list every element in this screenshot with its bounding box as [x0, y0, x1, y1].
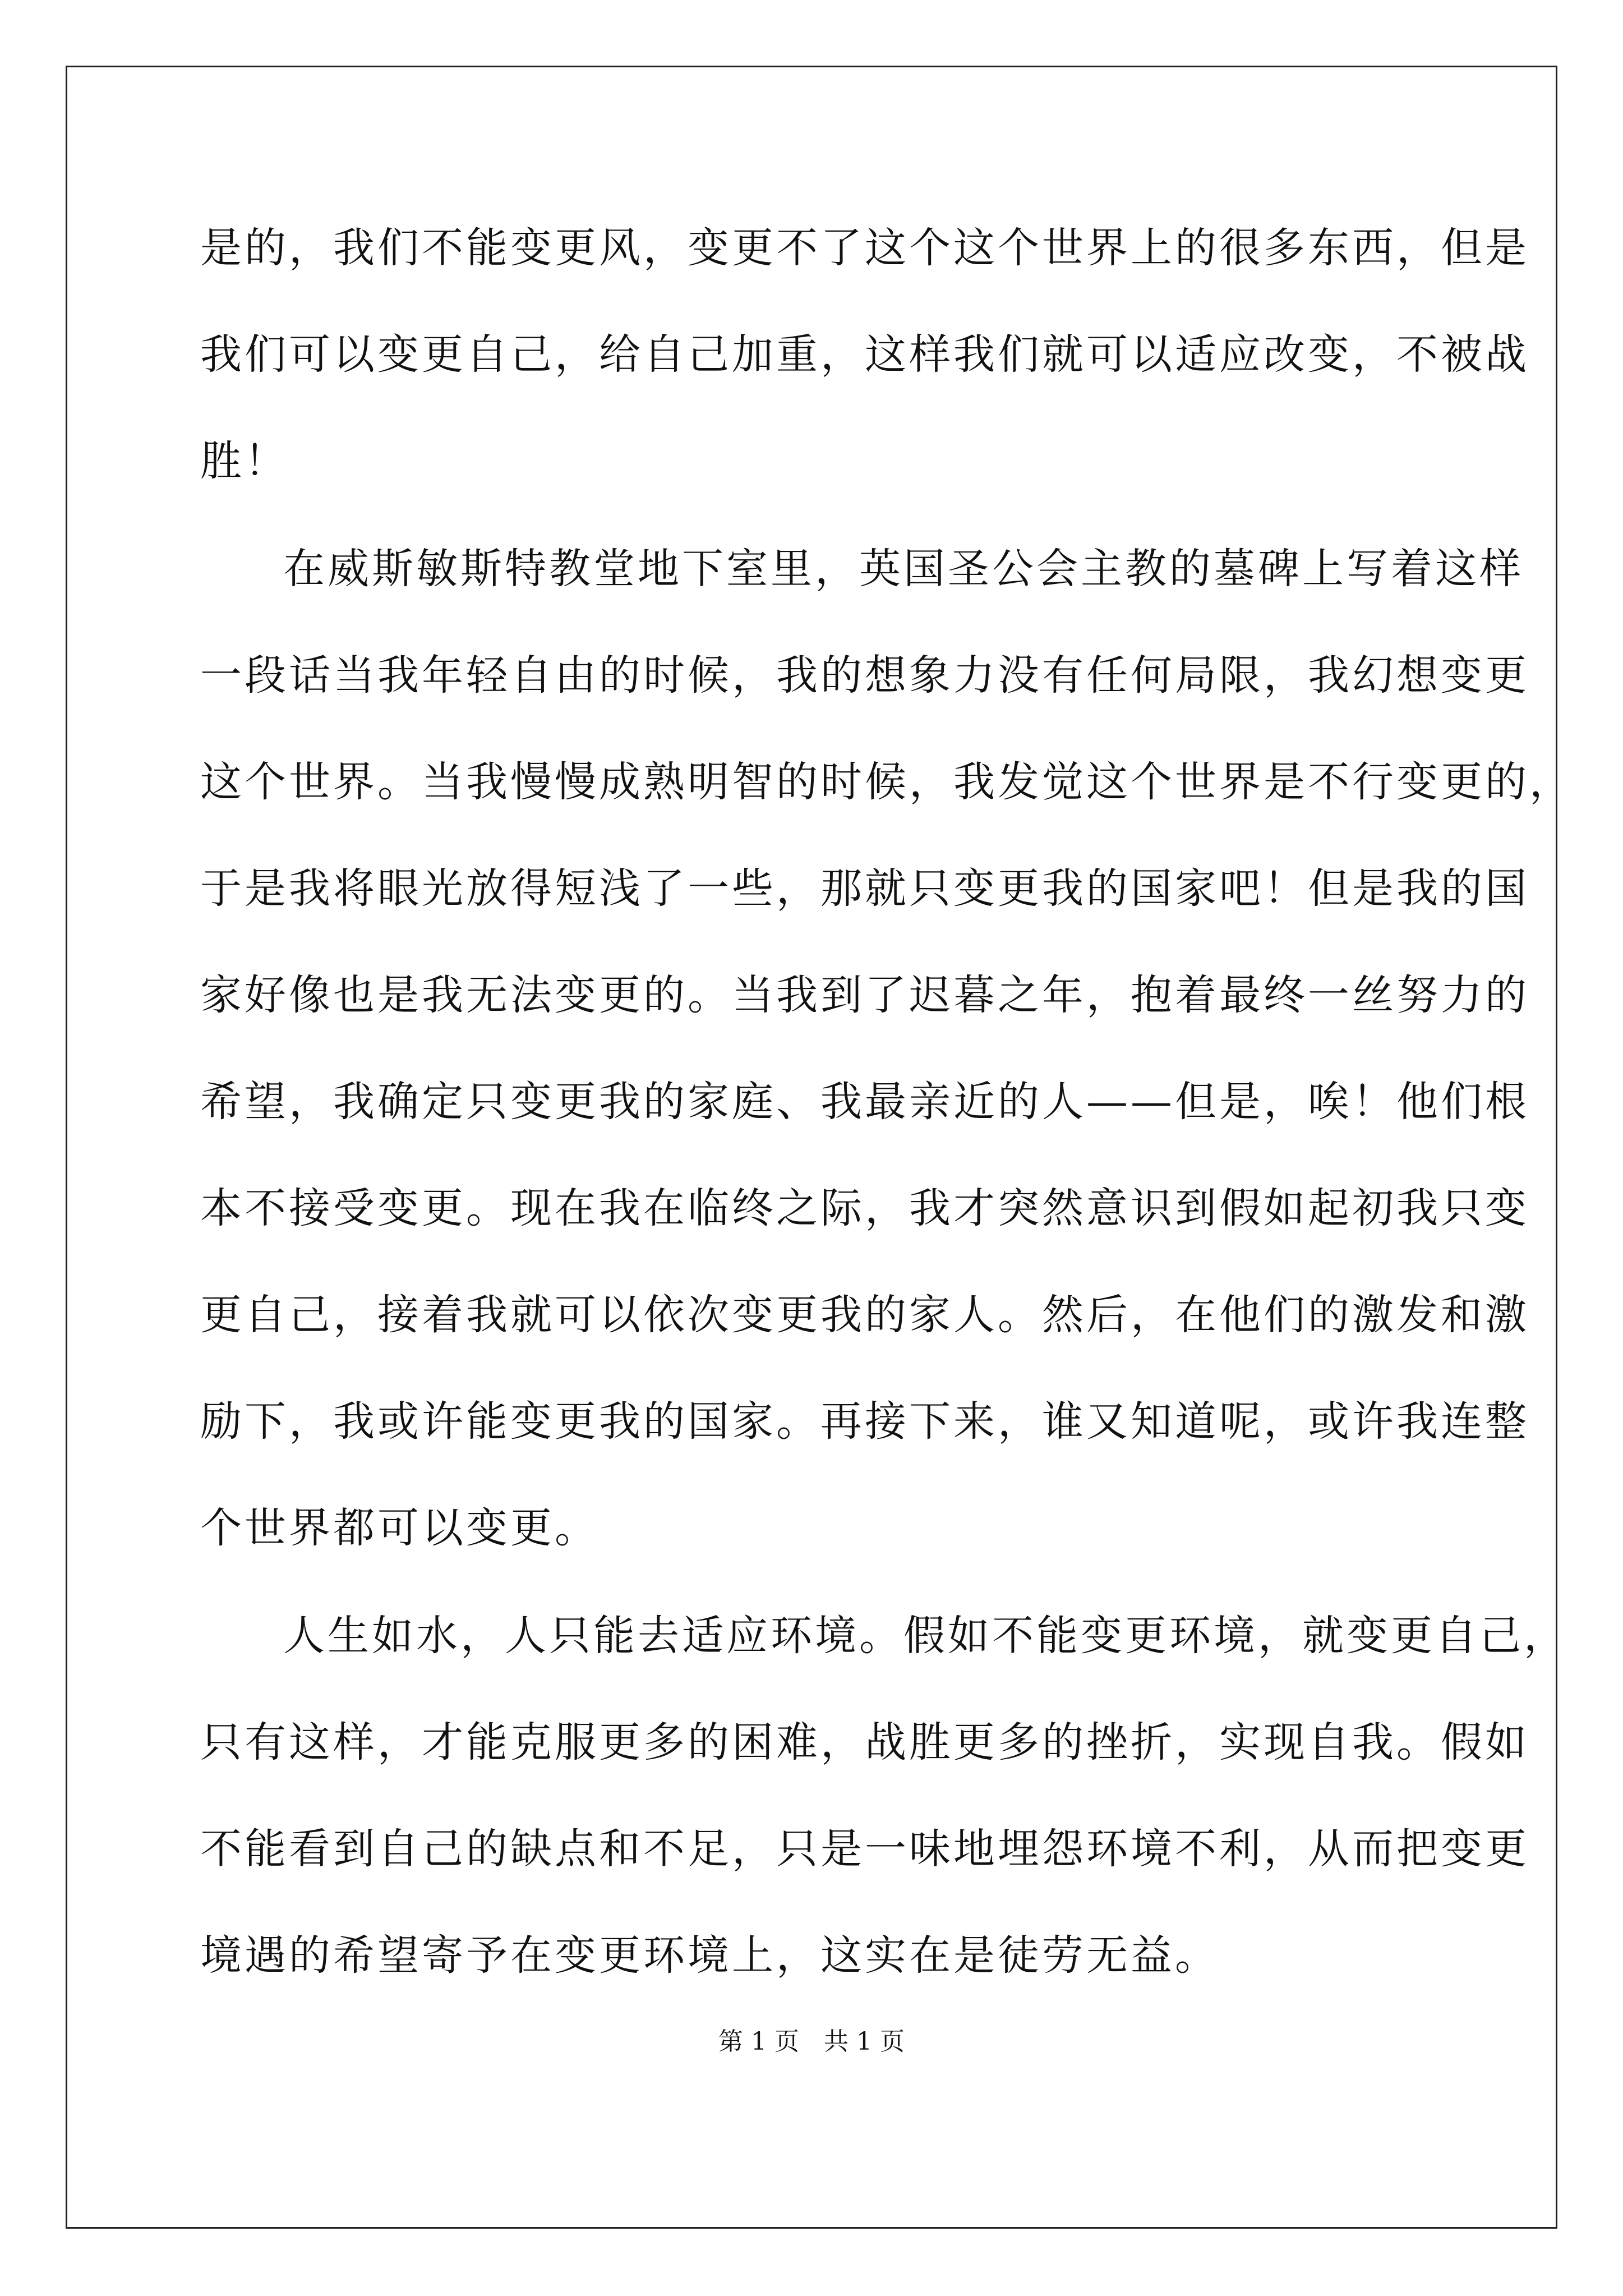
text-line: 家好像也是我无法变更的。当我到了迟暮之年，抱着最终一丝努力的 — [200, 971, 1529, 1019]
text-line: 境遇的希望寄予在变更环境上，这实在是徒劳无益。 — [200, 1931, 1219, 1980]
text-line: 于是我将眼光放得短浅了一些，那就只变更我的国家吧！但是我的国 — [200, 864, 1529, 913]
text-line: 这个世界。当我慢慢成熟明智的时候，我发觉这个世界是不行变更的， — [200, 758, 1574, 806]
page-border — [66, 66, 1557, 2229]
page-number-footer: 第 1 页 共 1 页 — [718, 2027, 905, 2056]
text-line: 励下，我或许能变更我的国家。再接下来，谁又知道呢，或许我连整 — [200, 1397, 1529, 1446]
text-line: 是的，我们不能变更风，变更不了这个这个世界上的很多东西，但是 — [200, 224, 1529, 272]
text-line: 更自己，接着我就可以依次变更我的家人。然后，在他们的激发和激 — [200, 1291, 1529, 1339]
text-line: 胜！ — [200, 437, 289, 485]
text-line: 希望，我确定只变更我的家庭、我最亲近的人——但是，唉！他们根 — [200, 1078, 1529, 1126]
text-line: 只有这样，才能克服更多的困难，战胜更多的挫折，实现自我。假如 — [200, 1718, 1529, 1766]
text-line: 人生如水，人只能去适应环境。假如不能变更环境，就变更自己， — [283, 1612, 1568, 1660]
text-line: 本不接受变更。现在我在临终之际，我才突然意识到假如起初我只变 — [200, 1184, 1529, 1232]
text-line: 不能看到自己的缺点和不足，只是一味地埋怨环境不利，从而把变更 — [200, 1825, 1529, 1873]
text-line: 个世界都可以变更。 — [200, 1504, 599, 1552]
text-line: 一段话当我年轻自由的时候，我的想象力没有任何局限，我幻想变更 — [200, 651, 1529, 700]
text-line: 在威斯敏斯特教堂地下室里，英国圣公会主教的墓碑上写着这样 — [283, 545, 1524, 593]
text-line: 我们可以变更自己，给自己加重，这样我们就可以适应改变，不被战 — [200, 330, 1529, 379]
